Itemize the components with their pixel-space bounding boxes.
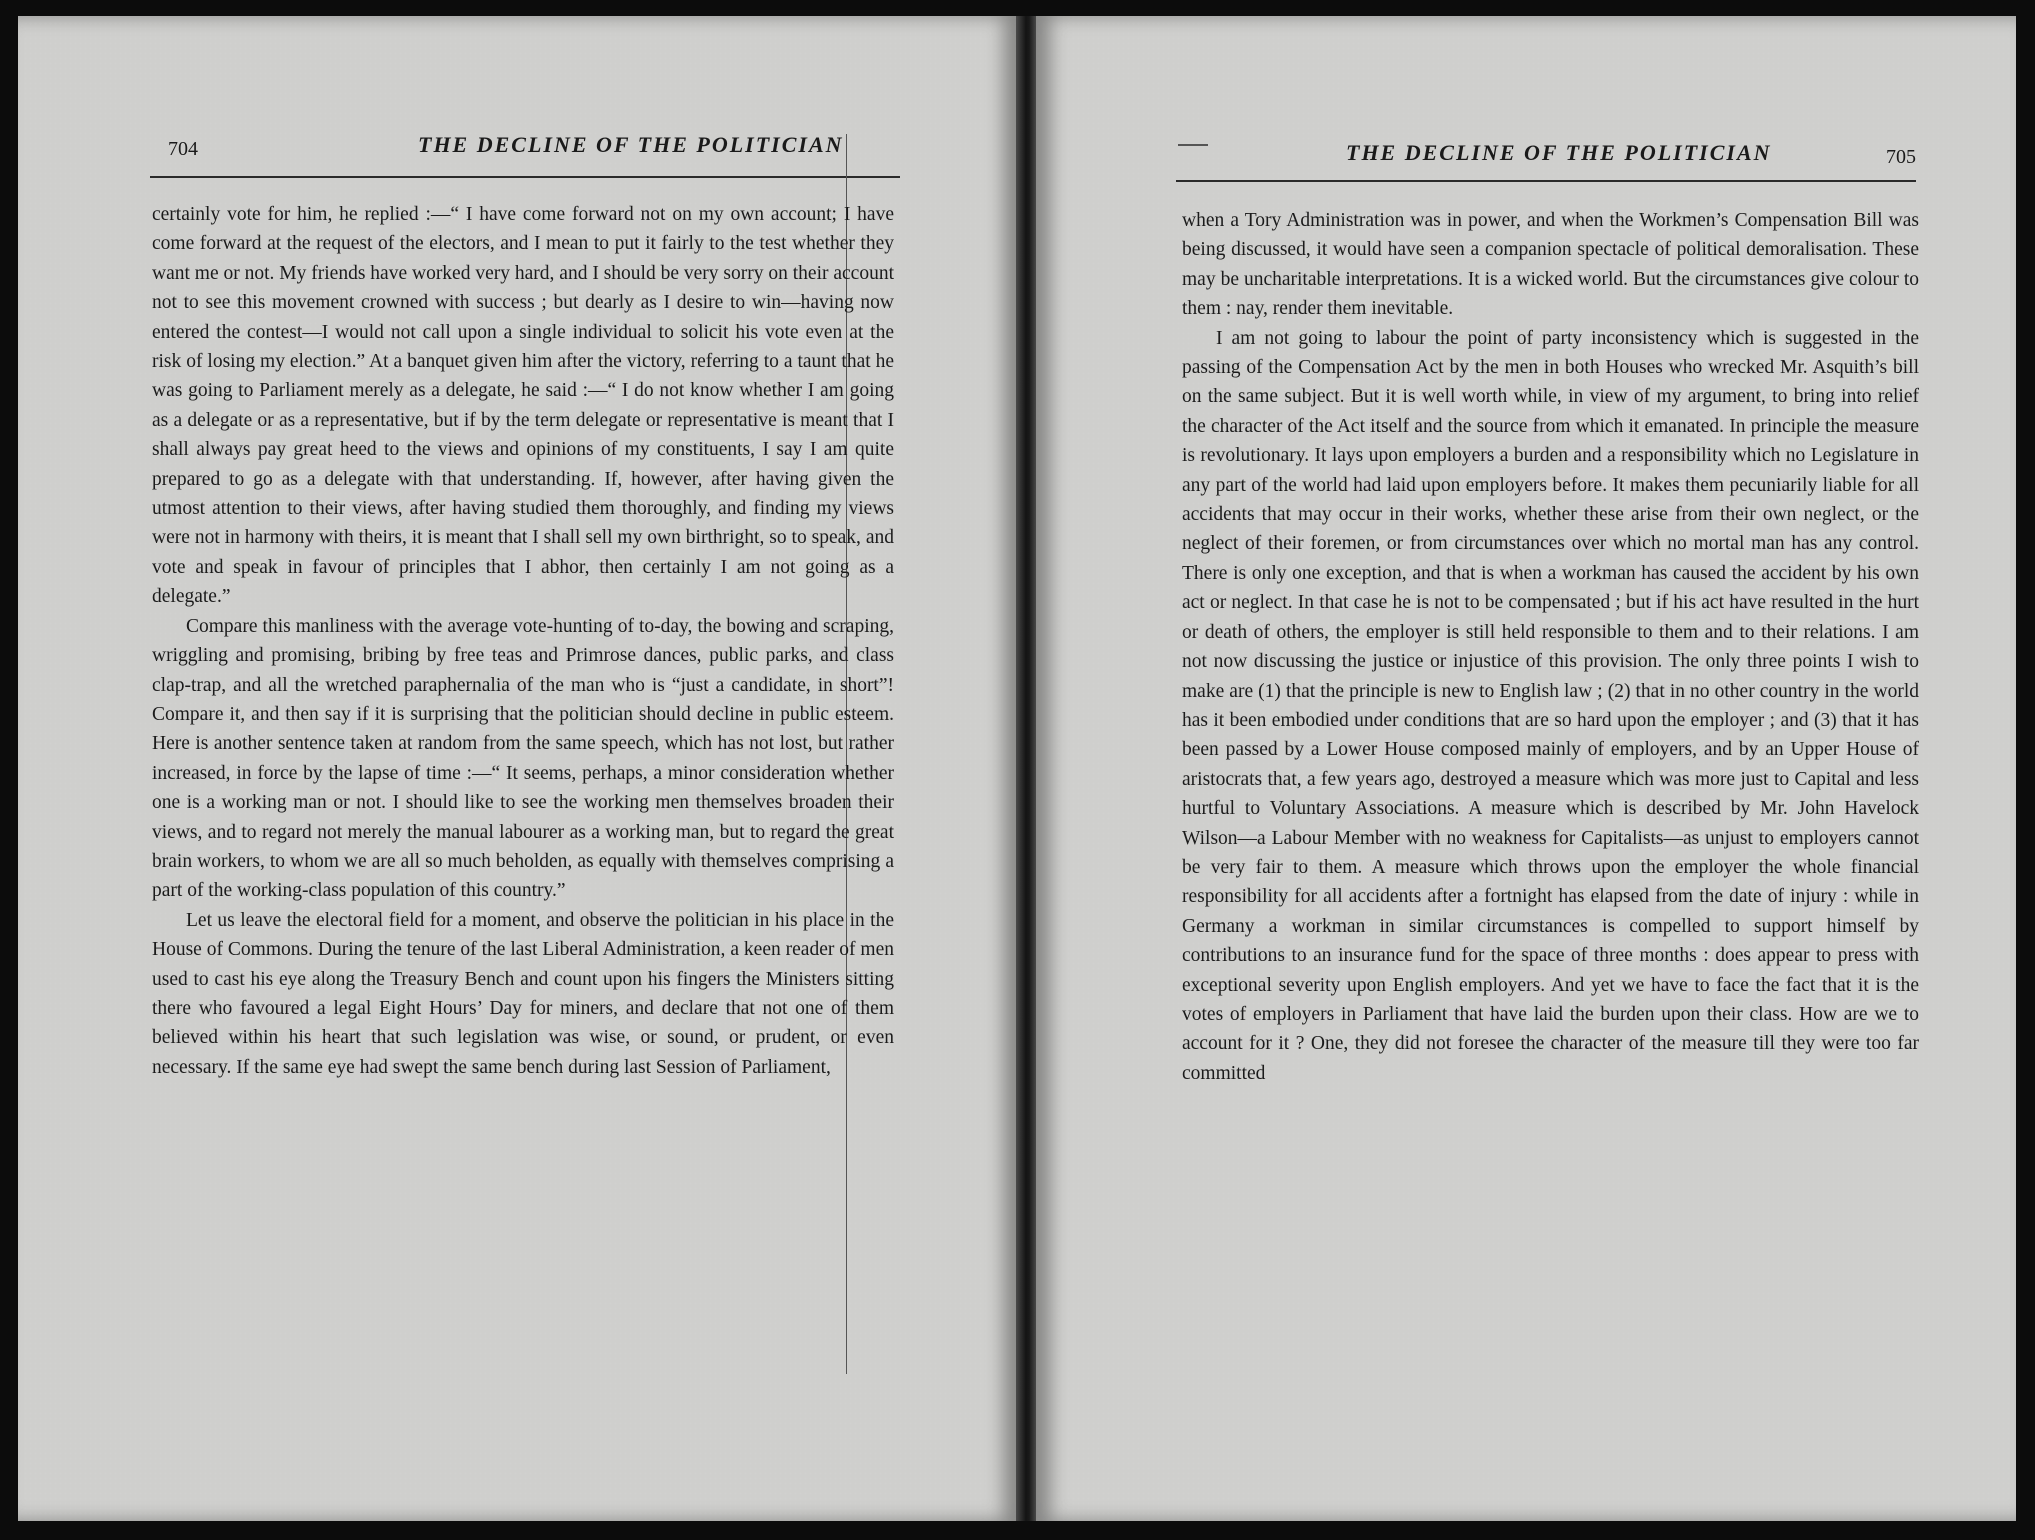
header-rule — [150, 176, 900, 178]
right-page-header — [1176, 128, 1916, 168]
right-page — [1036, 16, 2016, 1521]
header-rule — [1176, 180, 1916, 182]
running-title: THE DECLINE OF THE POLITICIAN — [1346, 140, 1772, 165]
paragraph: when a Tory Administration was in power, and when the Workmen’s Compensation Bill was being discussed, it would have seen a companion spectacle of political demoralisation. These may be uncharitable interpretations. It is a wicked world. But the circumstances give colour to them : nay, render them inevitable. — [1182, 210, 1919, 320]
left-page-header — [150, 128, 896, 168]
paragraph: Compare this manliness with the average vote-hunting of to-day, the bowing and scraping, wriggling and promising, bribing by free teas and Primrose dances, public parks, and class clap-trap, and all the wretched paraphernalia of the man who is “just a candidate, in short”! Compare it, and then say if it is surprising that the politician should decline in public esteem. Here is another sentence taken at random from the same speech, which has not lost, but rather increased, in force by the lapse of time :—“ It seems, perhaps, a minor consideration whether one is a working man or not. I should like to see the working men themselves broaden their views, and to regard not merely the manual labourer as a working man, but to regard the great brain workers, to whom we are all so much beholden, as equally with themselves comprising a part of the working-class population of this country.” — [152, 615, 894, 902]
left-page — [18, 16, 1018, 1521]
left-page-body — [152, 200, 894, 1082]
right-page-body — [1182, 206, 1919, 1088]
paragraph: Let us leave the electoral field for a moment, and observe the politician in his place in the House of Commons. During the tenure of the last Liberal Administration, a keen reader of men used to cast his eye along the Treasury Bench and count upon his fingers the Ministers sitting there who favoured a legal Eight Hours’ Day for miners, and declare that not one of them believed within his heart that such legislation was wise, or sound, or prudent, or even necessary. If the same eye had swept the same bench during last Session of Parliament, — [152, 909, 894, 1078]
running-title: THE DECLINE OF THE POLITICIAN — [418, 132, 844, 157]
paragraph: certainly vote for him, he replied :—“ I have come forward not on my own account; I have come forward at the request of the electors, and I mean to put it fairly to the test whether they want me or not. My friends have worked very hard, and I should be very sorry on their account not to see this movement crowned with success ; but dearly as I desire to win—having now entered the contest—I would not call upon a single individual to solicit his vote even at the risk of losing my election.” At a banquet given him after the victory, referring to a taunt that he was going to Parliament merely as a delegate, he said :—“ I do not know whether I am going as a delegate or as a representative, but if by the term delegate or representative is meant that I shall always pay great heed to the views and opinions of my constituents, I say I am quite prepared to go as a delegate with that understanding. If, however, after having given the utmost attention to their views, after having studied them thoroughly, and finding my views were not in harmony with theirs, it is meant that I shall sell my own birthright, so to speak, and vote and speak in favour of principles that I abhor, then certainly I am not going as a delegate.” — [152, 204, 894, 608]
book-gutter — [1016, 16, 1038, 1521]
page-number: 705 — [1886, 146, 1916, 168]
page-number: 704 — [168, 138, 198, 160]
paragraph: I am not going to labour the point of party inconsistency which is suggested in the passing of the Compensation Act by the men in both Houses who wrecked Mr. Asquith’s bill on the same subject. But it is well worth while, in view of my argument, to bring into relief the character of the Act itself and the source from which it emanated. In principle the measure is revolutionary. It lays upon employers a burden and a responsibility which no Legislature in any part of the world had laid upon employers before. It makes them pecuniarily liable for all accidents that may occur in their works, whether these arise from their own neglect, or the neglect of their foremen, or from circumstances over which no mortal man has any control. There is only one exception, and that is when a workman has caused the accident by his own act or neglect. In that case he is not to be compensated ; but if his act have resulted in the hurt or death of others, the employer is still held responsible to them and to their relations. I am not now discussing the justice or injustice of this provision. The only three points I wish to make are (1) that the principle is new to English law ; (2) that in no other country in the world has it been embodied under conditions that are so hard upon the employer ; and (3) that it has been passed by a Lower House composed mainly of employers, and by an Upper House of aristocrats that, a few years ago, destroyed a measure which was more just to Capital and less hurtful to Voluntary Associations. A measure which is described by Mr. John Havelock Wilson—a Labour Member with no weakness for Capitalists—as unjust to employers cannot be very fair to them. A measure which throws upon the employer the whole financial responsibility for all accidents after a fortnight has elapsed from the date of injury : while in Germany a workman in similar circumstances is compelled to support himself by contributions to an insurance fund for the space of three months : does appear to press with exceptional severity upon English employers. And yet we have to face the fact that it is the votes of employers in Parliament that have laid the burden upon their class. How are we to account for it ? One, they did not foresee the character of the measure till they were too far committed — [1182, 327, 1919, 1084]
